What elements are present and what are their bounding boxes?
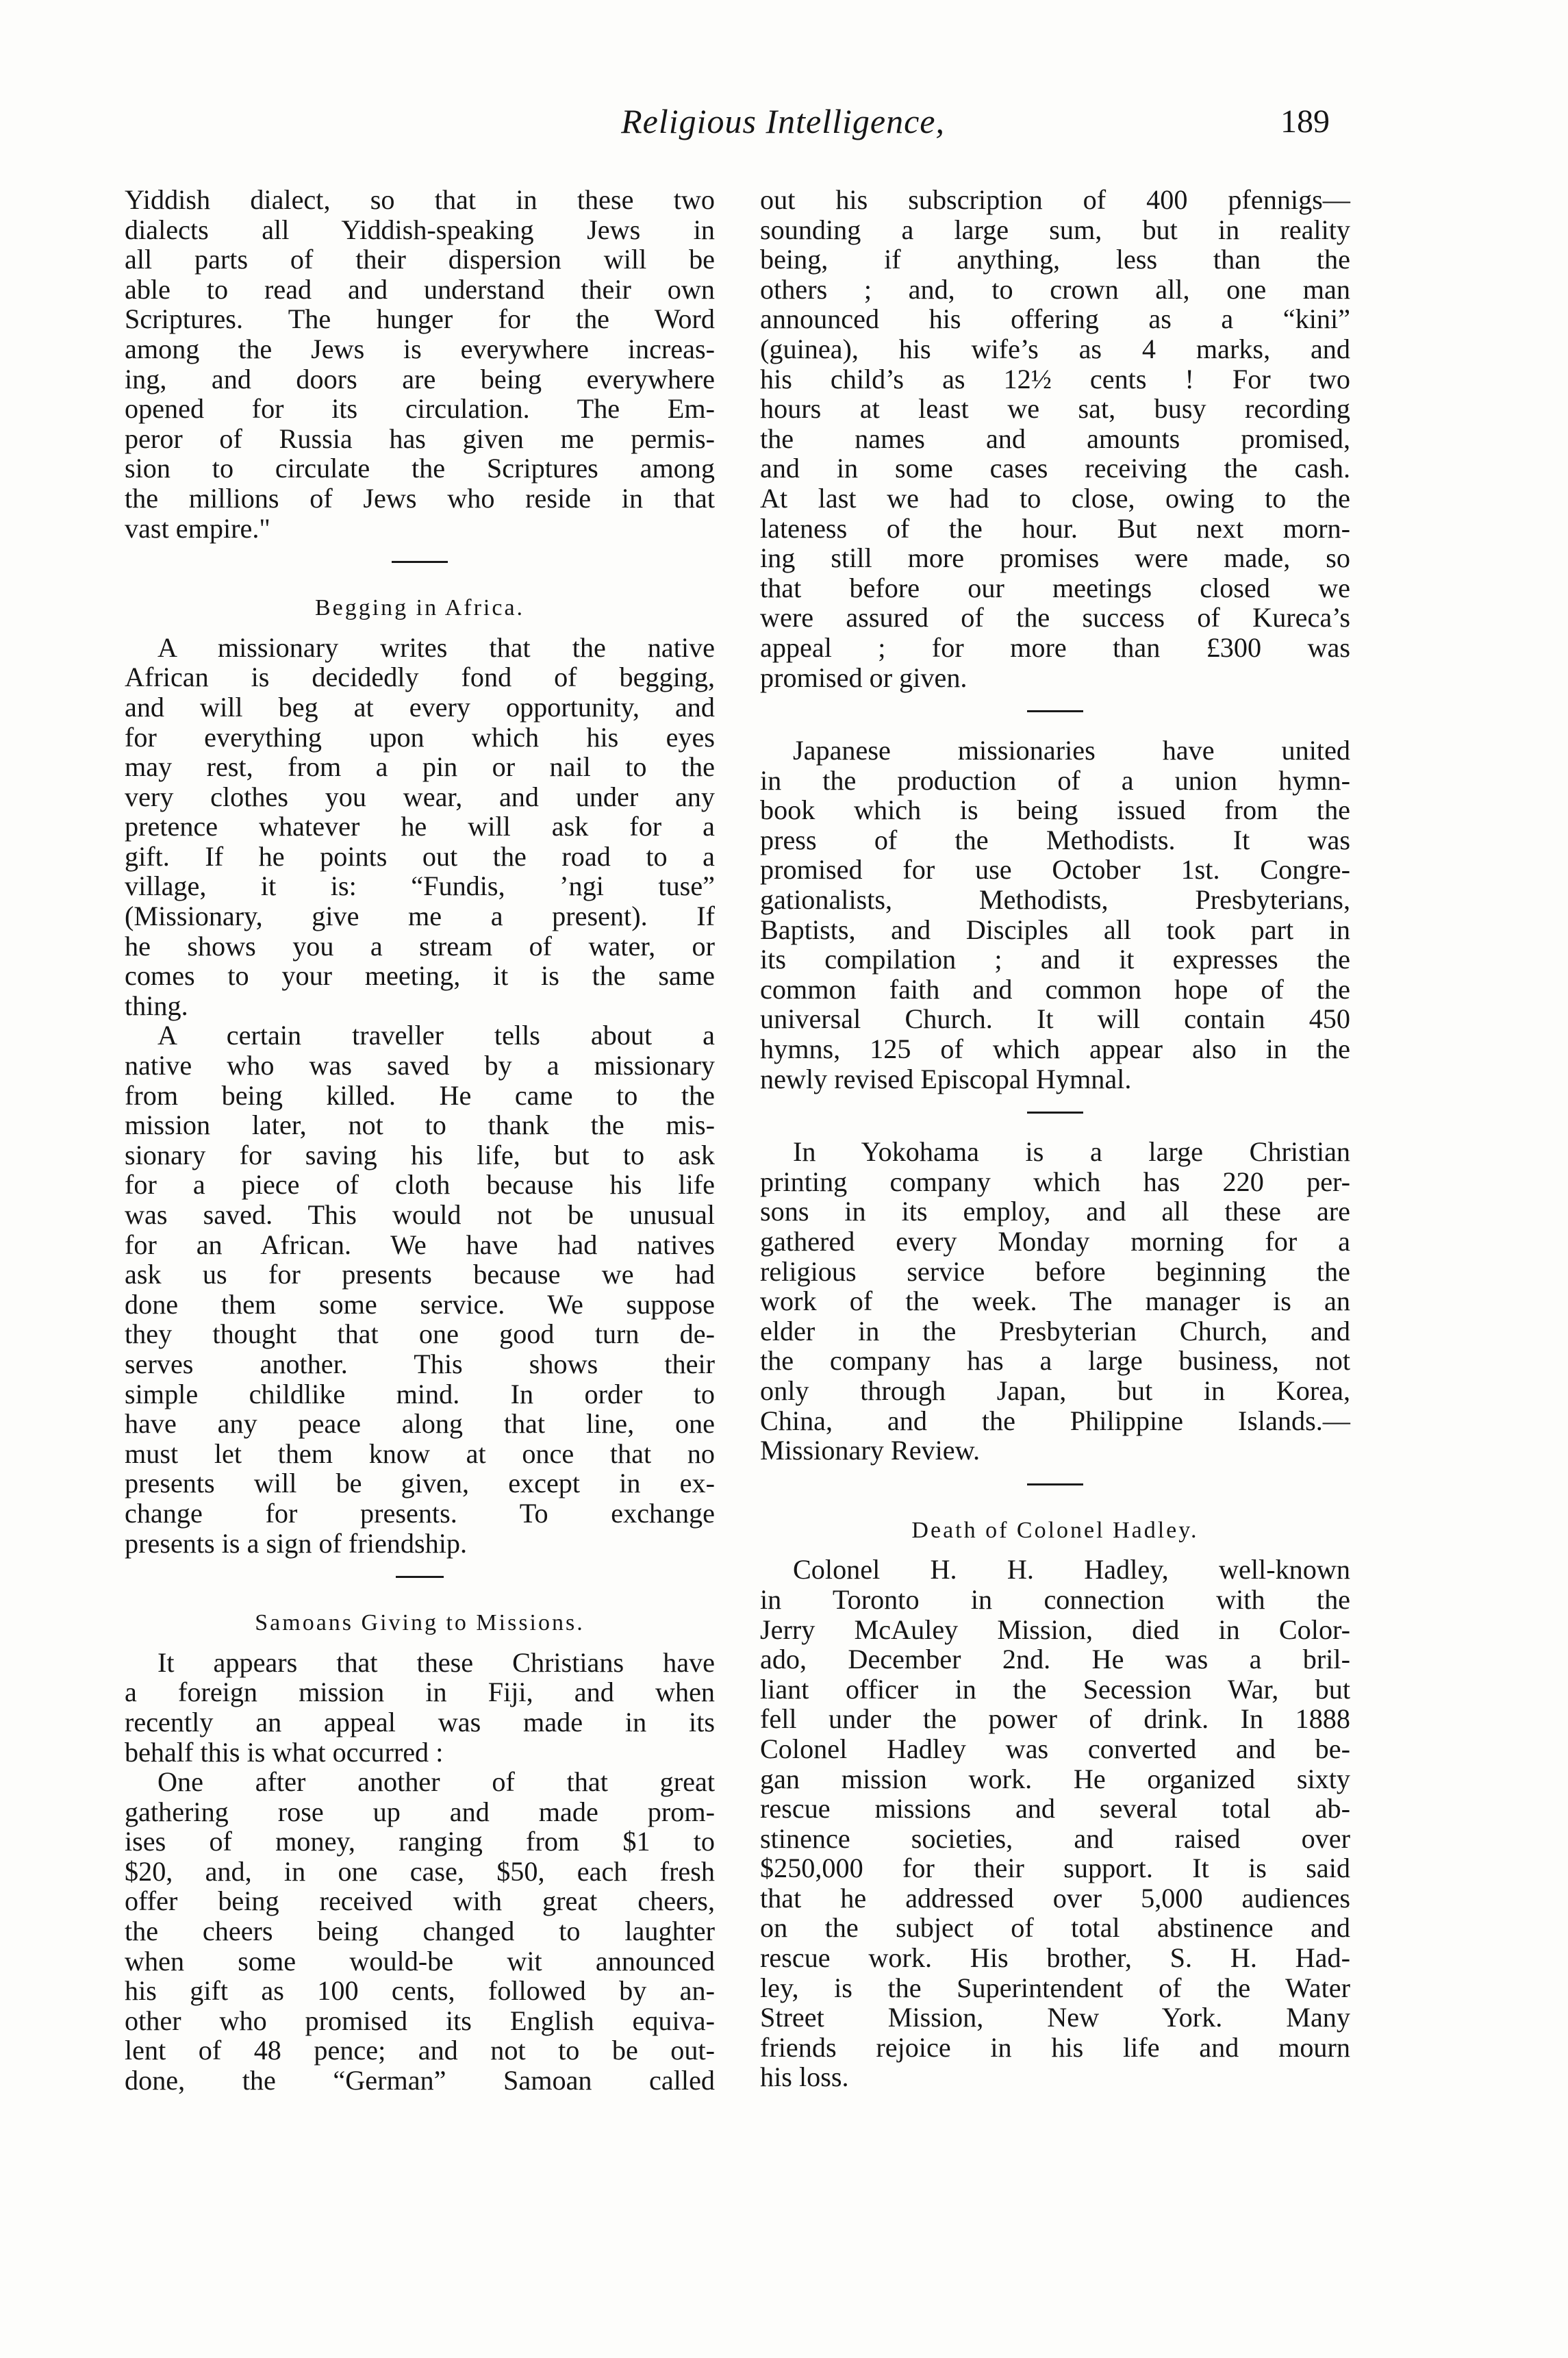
section-divider: [392, 561, 448, 563]
text-line: out his subscription of 400 pfennigs—: [760, 184, 1350, 215]
text-line: his child’s as 12½ cents ! For two: [760, 363, 1350, 394]
text-line: appeal ; for more than £300 was: [760, 631, 1350, 663]
text-line: for an African. We have had natives: [125, 1229, 715, 1260]
text-line: others ; and, to crown all, one man: [760, 273, 1350, 305]
text-line: Street Mission, New York. Many: [760, 2002, 1350, 2033]
text-line: universal Church. It will contain 450: [760, 1003, 1350, 1035]
text-line: in the production of a union hymn-: [760, 764, 1350, 796]
text-line: fell under the power of drink. In 1888: [760, 1703, 1350, 1735]
text-line: rescue missions and several total ab-: [760, 1793, 1350, 1824]
text-line: village, it is: “Fundis, ’ngi tuse”: [125, 870, 715, 902]
text-line: (Missionary, give me a present). If: [125, 901, 715, 932]
text-line: book which is being issued from the: [760, 794, 1350, 826]
text-line: and will beg at every opportunity, and: [125, 691, 715, 723]
text-line: ing, and doors are being everywhere: [125, 363, 715, 394]
text-line: lateness of the hour. But next morn-: [760, 512, 1350, 544]
text-line: done them some service. We suppose: [125, 1288, 715, 1320]
text-line: on the subject of total abstinence and: [760, 1912, 1350, 1944]
text-line: when some would-be wit announced: [125, 1945, 715, 1977]
paragraph-africa-begging: [125, 633, 715, 1021]
text-line: Scriptures. The hunger for the Word: [125, 303, 715, 335]
text-line: the cheers being changed to laughter: [125, 1916, 715, 1947]
text-line: friends rejoice in his life and mourn: [760, 2031, 1350, 2063]
paragraph-samoans-gathering: [125, 1767, 715, 2096]
text-line: from being killed. He came to the: [125, 1079, 715, 1111]
text-line: promised for use October 1st. Congre-: [760, 854, 1350, 886]
text-line: In Yokohama is a large Christian: [793, 1136, 1350, 1168]
text-line: was saved. This would not be unusual: [125, 1199, 715, 1230]
text-line: At last we had to close, owing to the: [760, 482, 1350, 514]
text-line: only through Japan, but in Korea,: [760, 1375, 1350, 1406]
text-line: African is decidedly fond of begging,: [125, 662, 715, 693]
text-line: elder in the Presbyterian Church, and: [760, 1315, 1350, 1346]
text-line: among the Jews is everywhere increas-: [125, 333, 715, 364]
text-line: A certain traveller tells about a: [157, 1020, 715, 1051]
text-line: able to read and understand their own: [125, 273, 715, 305]
text-line: religious service before beginning the: [760, 1255, 1350, 1287]
text-line: press of the Methodists. It was: [760, 824, 1350, 855]
text-line: that he addressed over 5,000 audiences: [760, 1882, 1350, 1914]
text-line: a foreign mission in Fiji, and when: [125, 1677, 715, 1708]
text-line: lent of 48 pence; and not to be out-: [125, 2035, 715, 2066]
right-column: [760, 185, 1350, 2092]
text-line: were assured of the success of Kureca’s: [760, 602, 1350, 634]
text-line: opened for its circulation. The Em-: [125, 393, 715, 425]
running-title: Religious Intelligence,: [621, 102, 945, 140]
text-line: have any peace along that line, one: [125, 1408, 715, 1440]
section-divider: [1027, 1483, 1083, 1485]
text-line: its compilation ; and it expresses the: [760, 944, 1350, 975]
heading-samoans-giving: Samoans Giving to Missions.: [255, 1610, 585, 1636]
text-line: he shows you a stream of water, or: [125, 930, 715, 962]
text-line: sounding a large sum, but in reality: [760, 214, 1350, 245]
text-line: ing still more promises were made, so: [760, 542, 1350, 574]
text-line: ises of money, ranging from $1 to: [125, 1826, 715, 1857]
text-line: It appears that these Christians have: [157, 1646, 715, 1678]
text-line: Colonel H. H. Hadley, well-known: [793, 1554, 1350, 1585]
text-line: may rest, from a pin or nail to the: [125, 751, 715, 783]
text-line: China, and the Philippine Islands.—: [760, 1405, 1350, 1436]
text-line: the millions of Jews who reside in that: [125, 482, 715, 514]
text-line: presents is a sign of friendship.: [125, 1527, 468, 1559]
text-line: hours at least we sat, busy recording: [760, 393, 1350, 425]
text-line: sons in its employ, and all these are: [760, 1196, 1350, 1227]
text-line: Jerry McAuley Mission, died in Color-: [760, 1614, 1350, 1645]
text-line: newly revised Episcopal Hymnal.: [760, 1063, 1132, 1094]
text-line: stinence societies, and raised over: [760, 1822, 1350, 1854]
paragraph-samoans-appeal: [125, 1648, 715, 1767]
text-line: mission later, not to thank the mis-: [125, 1109, 715, 1141]
text-line: gationalists, Methodists, Presbyterians,: [760, 884, 1350, 916]
text-line: (guinea), his wife’s as 4 marks, and: [760, 333, 1350, 364]
text-line: ley, is the Superintendent of the Water: [760, 1972, 1350, 2003]
text-line: gathering rose up and made prom-: [125, 1796, 715, 1827]
text-line: gift. If he points out the road to a: [125, 840, 715, 872]
section-divider: [396, 1576, 444, 1578]
text-line: hymns, 125 of which appear also in the: [760, 1033, 1350, 1065]
text-line: they thought that one good turn de-: [125, 1318, 715, 1350]
text-line: comes to your meeting, it is the same: [125, 960, 715, 992]
text-line: Baptists, and Disciples all took part in: [760, 914, 1350, 945]
text-line: behalf this is what occurred :: [125, 1736, 444, 1768]
text-line: work of the week. The manager is an: [760, 1285, 1350, 1317]
text-line: Yiddish dialect, so that in these two: [125, 184, 715, 215]
text-line: Japanese missionaries have united: [793, 735, 1350, 766]
text-line: vast empire.": [125, 512, 270, 544]
text-line: that before our meetings closed we: [760, 572, 1350, 603]
section-divider: [1027, 710, 1083, 712]
text-line: change for presents. To exchange: [125, 1497, 715, 1529]
text-line: the names and amounts promised,: [760, 423, 1350, 454]
text-line: pretence whatever he will ask for a: [125, 811, 715, 842]
heading-begging-in-africa: Begging in Africa.: [314, 595, 525, 621]
heading-death-of-colonel-hadley: Death of Colonel Hadley.: [911, 1517, 1199, 1543]
text-line: offer being received with great cheers,: [125, 1885, 715, 1917]
text-line: gathered every Monday morning for a: [760, 1226, 1350, 1257]
text-line: being, if anything, less than the: [760, 244, 1350, 275]
text-line: sion to circulate the Scriptures among: [125, 453, 715, 484]
text-line: Colonel Hadley was converted and be-: [760, 1733, 1350, 1764]
text-line: native who was saved by a missionary: [125, 1050, 715, 1081]
text-line: the company has a large business, not: [760, 1345, 1350, 1377]
section-divider: [1027, 1112, 1083, 1114]
text-line: in Toronto in connection with the: [760, 1583, 1350, 1615]
text-line: A missionary writes that the native: [157, 631, 715, 663]
text-line: One after another of that great: [157, 1766, 715, 1798]
text-line: recently an appeal was made in its: [125, 1706, 715, 1738]
paragraph-japanese-hymnbook: [760, 736, 1350, 1094]
text-line: common faith and common hope of the: [760, 973, 1350, 1005]
text-line: and in some cases receiving the cash.: [760, 453, 1350, 484]
page-number: 189: [1280, 103, 1330, 140]
text-line: presents will be given, except in ex-: [125, 1468, 715, 1499]
text-line: liant officer in the Secession War, but: [760, 1673, 1350, 1705]
text-line: thing.: [125, 990, 188, 1021]
text-line: all parts of their dispersion will be: [125, 244, 715, 275]
text-line: must let them know at once that no: [125, 1438, 715, 1469]
text-line: done, the “German” Samoan called: [125, 2065, 715, 2096]
text-line: ado, December 2nd. He was a bril-: [760, 1644, 1350, 1675]
text-line: gan mission work. He organized sixty: [760, 1763, 1350, 1794]
text-line: for everything upon which his eyes: [125, 721, 715, 753]
text-line: serves another. This shows their: [125, 1348, 715, 1379]
text-line: Missionary Review.: [760, 1435, 981, 1466]
text-line: promised or given.: [760, 662, 968, 693]
text-line: dialects all Yiddish-speaking Jews in: [125, 214, 715, 245]
text-line: $20, and, in one case, $50, each fresh: [125, 1855, 715, 1887]
paragraph-yiddish-scriptures: [125, 185, 715, 543]
text-line: his gift as 100 cents, followed by an-: [125, 1975, 715, 2007]
text-line: announced his offering as a “kini”: [760, 303, 1350, 335]
text-line: ask us for presents because we had: [125, 1259, 715, 1290]
paragraph-yokohama-printing: [760, 1137, 1350, 1466]
paragraph-colonel-hadley: [760, 1555, 1350, 2092]
text-line: sionary for saving his life, but to ask: [125, 1139, 715, 1170]
text-line: $250,000 for their support. It is said: [760, 1853, 1350, 1884]
text-line: his loss.: [760, 2061, 849, 2093]
text-line: printing company which has 220 per-: [760, 1166, 1350, 1197]
paragraph-samoans-continued: [760, 185, 1350, 692]
left-column: [125, 185, 715, 2096]
paragraph-traveller: [125, 1020, 715, 1558]
text-line: peror of Russia has given me permis-: [125, 423, 715, 454]
text-line: for a piece of cloth because his life: [125, 1169, 715, 1201]
text-line: very clothes you wear, and under any: [125, 781, 715, 812]
text-line: simple childlike mind. In order to: [125, 1378, 715, 1409]
text-line: other who promised its English equiva-: [125, 2005, 715, 2036]
text-line: rescue work. His brother, S. H. Had-: [760, 1942, 1350, 1974]
